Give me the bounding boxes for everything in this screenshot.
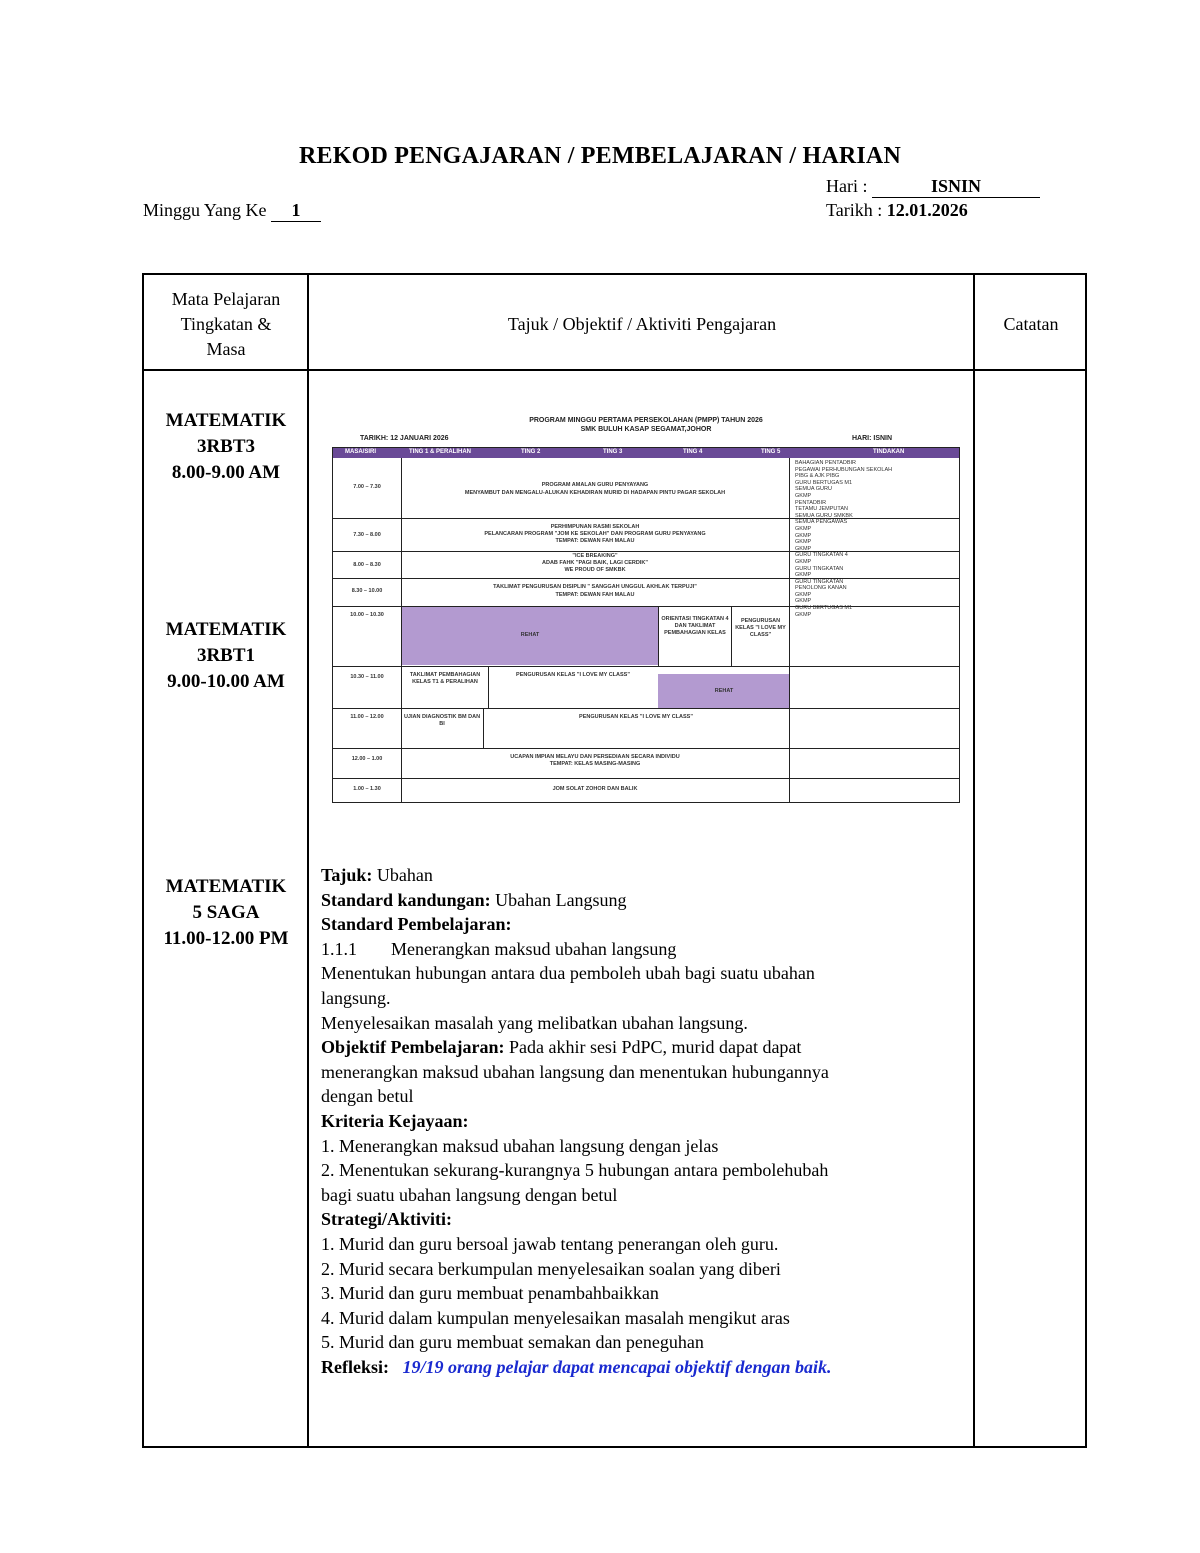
tarikh-value: 12.01.2026 [886, 200, 968, 220]
subject-name: MATEMATIK [165, 619, 287, 640]
schedule-vline [731, 606, 732, 666]
tindakan-item: GKMP [795, 525, 812, 532]
tindakan-item: GKMP [795, 598, 812, 605]
schedule-hline [333, 708, 959, 709]
strategi-item: 4. Murid dalam kumpulan menyelesaikan masalah mengikut aras [321, 1307, 790, 1328]
schedule-cell: PENGURUSAN KELAS "I LOVE MY CLASS" [516, 672, 630, 678]
sp-detail: Menentukan hubungan antara dua pemboleh ubah bagi suatu ubahan [321, 963, 815, 984]
refleksi-line [321, 1355, 931, 1380]
sk-label: Standard kandungan: [321, 889, 491, 910]
sp-detail: langsung. [321, 987, 391, 1008]
schedule-cell: PELANCARAN PROGRAM "JOM KE SEKOLAH" DAN PROGRAM GURU PENYAYANG [484, 531, 706, 537]
sk-line [321, 888, 931, 913]
sp-line [321, 937, 931, 962]
schedule-time: 1.00 – 1.30 [353, 786, 381, 792]
page-title: REKOD PENGAJARAN / PEMBELAJARAN / HARIAN [298, 143, 901, 169]
tindakan-item: GURU TINGKATAN [795, 565, 844, 572]
hari-value: ISNIN [872, 176, 1040, 198]
header-subject-line: Tingkatan & [180, 314, 272, 334]
schedule-time: 11.00 – 12.00 [350, 714, 384, 720]
lesson-content [321, 863, 931, 1379]
subject-block [144, 617, 308, 695]
tindakan-item: GKMP [795, 591, 812, 598]
schedule-cell: TEMPAT: KELAS MASING-MASING [549, 761, 641, 767]
subject-class: 3RBT3 [196, 436, 256, 457]
schedule-hline [333, 666, 959, 667]
schedule-cell: TEMPAT: DEWAN FAH MALAU [555, 592, 635, 598]
schedule-cell: TAKLIMAT PEMBAHAGIAN KELAS T1 & PERALIHAN [409, 672, 481, 685]
tindakan-item: GKMP [795, 539, 812, 546]
schedule-cell: REHAT [520, 632, 540, 638]
tindakan-item: BAHAGIAN PENTADBIR [795, 460, 857, 466]
schedule-vline [483, 708, 484, 748]
lesson-table [142, 273, 1087, 1448]
header-subject [144, 287, 308, 362]
schedule-cell: UJIAN DIAGNOSTIK BM DAN BI [403, 714, 481, 727]
sp-label: Standard Pembelajaran: [321, 914, 512, 935]
sk-value: Ubahan Langsung [490, 889, 627, 910]
objektif-text: menerangkan maksud ubahan langsung dan menentukan hubungannya [321, 1061, 829, 1082]
tindakan-item: GKMP [795, 611, 812, 618]
schedule-cell: PERHIMPUNAN RASMI SEKOLAH [550, 524, 640, 530]
tajuk-value: Ubahan [372, 865, 433, 885]
schedule-date: TARIKH: 12 JANUARI 2026 [360, 435, 449, 442]
tindakan-item: SEMUA PENGAWAS [795, 519, 848, 526]
header-divider [144, 369, 1085, 371]
strategi-item: 1. Murid dan guru bersoal jawab tentang penerangan oleh guru. [321, 1233, 779, 1254]
schedule-time: 10.30 – 11.00 [350, 674, 384, 680]
strategi-item: 3. Murid dan guru membuat penambahbaikkan [321, 1283, 659, 1304]
tindakan-item: GKMP [795, 545, 812, 552]
subject-time: 8.00-9.00 AM [171, 462, 281, 483]
schedule-header-row [333, 448, 959, 458]
schedule-day: HARI: ISNIN [852, 435, 893, 442]
header-subject-line: Masa [206, 339, 246, 359]
schedule-grid [332, 447, 960, 803]
tajuk-label: Tajuk: [321, 865, 373, 885]
subject-time: 9.00-10.00 AM [167, 671, 285, 692]
subject-class: 3RBT1 [196, 645, 256, 666]
tindakan-item: GKMP [795, 492, 812, 499]
col-divider [973, 275, 975, 1446]
schedule-col: TING 4 [683, 449, 703, 455]
objektif-text: Pada akhir sesi PdPC, murid dapat dapat [504, 1037, 802, 1058]
schedule-col: TING 5 [761, 449, 781, 455]
tindakan-item: SEMUA GURU SMKBK [795, 512, 853, 519]
kriteria-item: bagi suatu ubahan langsung dengan betul [321, 1184, 618, 1205]
subject-block [144, 874, 308, 952]
schedule-vline [488, 666, 489, 708]
tajuk-line [321, 863, 931, 888]
refleksi-text: 19/19 orang pelajar dapat mencapai objektif dengan baik. [402, 1356, 832, 1377]
subject-name: MATEMATIK [165, 410, 287, 431]
subject-name: MATEMATIK [165, 876, 287, 897]
schedule-cell: JOM SOLAT ZOHOR DAN BALIK [552, 786, 638, 792]
objektif-label: Objektif Pembelajaran: [321, 1037, 505, 1058]
tarikh-line [826, 200, 968, 221]
schedule-time: 12.00 – 1.00 [351, 756, 383, 762]
hari-line [826, 176, 1040, 198]
kriteria-item: 1. Menerangkan maksud ubahan langsung dengan jelas [321, 1135, 719, 1156]
minggu-line [143, 200, 321, 222]
sp-detail: Menyelesaikan masalah yang melibatkan ubahan langsung. [321, 1012, 748, 1033]
tindakan-item: GKMP [795, 572, 812, 579]
sp-number: 1.1.1 [321, 938, 357, 959]
schedule-cell: TAKLIMAT PENGURUSAN DISIPLIN " SANGGAH UNGGUL AKHLAK TERPUJI" [493, 584, 697, 590]
tindakan-item: PENOLONG KANAN [795, 585, 847, 592]
schedule-time: 10.00 – 10.30 [350, 612, 384, 618]
schedule-time: 7.30 – 8.00 [353, 532, 381, 538]
tindakan-item: SEMUA GURU [795, 486, 832, 493]
schedule-tindakan [795, 460, 892, 618]
schedule-time: 8.00 – 8.30 [353, 562, 381, 568]
schedule-vline [789, 458, 790, 802]
kriteria-item: 2. Menentukan sekurang-kurangnya 5 hubungan antara pembolehubah [321, 1160, 829, 1181]
schedule-cell: PENGURUSAN KELAS "I LOVE MY CLASS" [579, 714, 693, 720]
strategi-label: Strategi/Aktiviti: [321, 1209, 452, 1230]
schedule-col: TING 1 & PERALIHAN [409, 449, 472, 455]
objektif-line [321, 1035, 931, 1060]
subject-class: 5 SAGA [192, 902, 260, 923]
schedule-cell: MENYAMBUT DAN MENGALU-ALUKAN KEHADIRAN MURID DI HADAPAN PINTU PAGAR SEKOLAH [464, 490, 726, 496]
tindakan-item: PIBG & AJK PIBG [795, 473, 840, 480]
minggu-label: Minggu Yang Ke [143, 200, 267, 220]
tindakan-item: PEGAWAI PERHUBUNGAN SEKOLAH [795, 466, 893, 473]
header-content: Tajuk / Objektif / Aktiviti Pengajaran [507, 314, 777, 334]
schedule-col: TINDAKAN [873, 449, 905, 455]
objektif-text: dengan betul [321, 1086, 414, 1107]
schedule-cell: TEMPAT: DEWAN FAH MALAU [555, 538, 635, 544]
subject-time: 11.00-12.00 PM [163, 928, 289, 949]
subject-block [144, 408, 308, 486]
sp-text: Menerangkan maksud ubahan langsung [391, 938, 677, 959]
schedule-time: 8.30 – 10.00 [351, 588, 383, 594]
kriteria-label: Kriteria Kejayaan: [321, 1110, 469, 1131]
tindakan-item: GURU TINGKATAN 4 [795, 552, 848, 559]
tarikh-label: Tarikh : [826, 200, 883, 220]
schedule-cell: "ICE BREAKING" [572, 553, 618, 559]
strategi-item: 2. Murid secara berkumpulan menyelesaikan soalan yang diberi [321, 1258, 781, 1279]
strategi-item: 5. Murid dan guru membuat semakan dan peneguhan [321, 1332, 704, 1353]
hari-label: Hari : [826, 176, 868, 196]
schedule-cell: ADAB FAHK "PAGI BAIK, LAGI CERDIK" [542, 560, 648, 566]
schedule-hline [333, 778, 959, 779]
schedule-school: SMK BULUH KASAP SEGAMAT,JOHOR [580, 426, 712, 433]
tindakan-item: GURU BERTUGAS M1 [795, 605, 853, 612]
header-subject-line: Mata Pelajaran [171, 289, 281, 309]
tindakan-item: TETAMU JEMPUTAN [795, 506, 848, 513]
schedule-col: TING 2 [521, 449, 541, 455]
schedule-time: 7.00 – 7.30 [353, 484, 381, 490]
schedule-title: PROGRAM MINGGU PERTAMA PERSEKOLAHAN (PMPP) TAHUN 2026 [529, 417, 763, 424]
tindakan-item: GURU TINGKATAN [795, 578, 844, 585]
schedule-cell: REHAT [714, 688, 734, 694]
schedule-col: TING 3 [603, 449, 623, 455]
schedule-image [332, 413, 960, 805]
schedule-vline [658, 606, 659, 666]
tindakan-item: GKMP [795, 532, 812, 539]
tindakan-item: GURU BERTUGAS M1 [795, 479, 853, 486]
schedule-cell: ORIENTASI TINGKATAN 4 DAN TAKLIMAT PEMBAHAGIAN KELAS [661, 616, 729, 636]
header-catatan: Catatan [1003, 314, 1059, 334]
schedule-hline [333, 748, 959, 749]
schedule-cell: PENGURUSAN KELAS "I LOVE MY CLASS" [735, 618, 786, 638]
refleksi-label: Refleksi: [321, 1356, 389, 1377]
tindakan-item: GKMP [795, 558, 812, 565]
schedule-cell: PROGRAM AMALAN GURU PENYAYANG [541, 482, 649, 488]
schedule-col: MASA/SIRI [345, 449, 377, 455]
schedule-cell: UCAPAN IMPIAN MELAYU DAN PERSEDIAAN SECARA INDIVIDU [510, 754, 680, 760]
tindakan-item: PENTADBIR [795, 499, 827, 506]
schedule-cell: WE PROUD OF SMKBK [564, 567, 626, 573]
minggu-value: 1 [271, 200, 321, 222]
